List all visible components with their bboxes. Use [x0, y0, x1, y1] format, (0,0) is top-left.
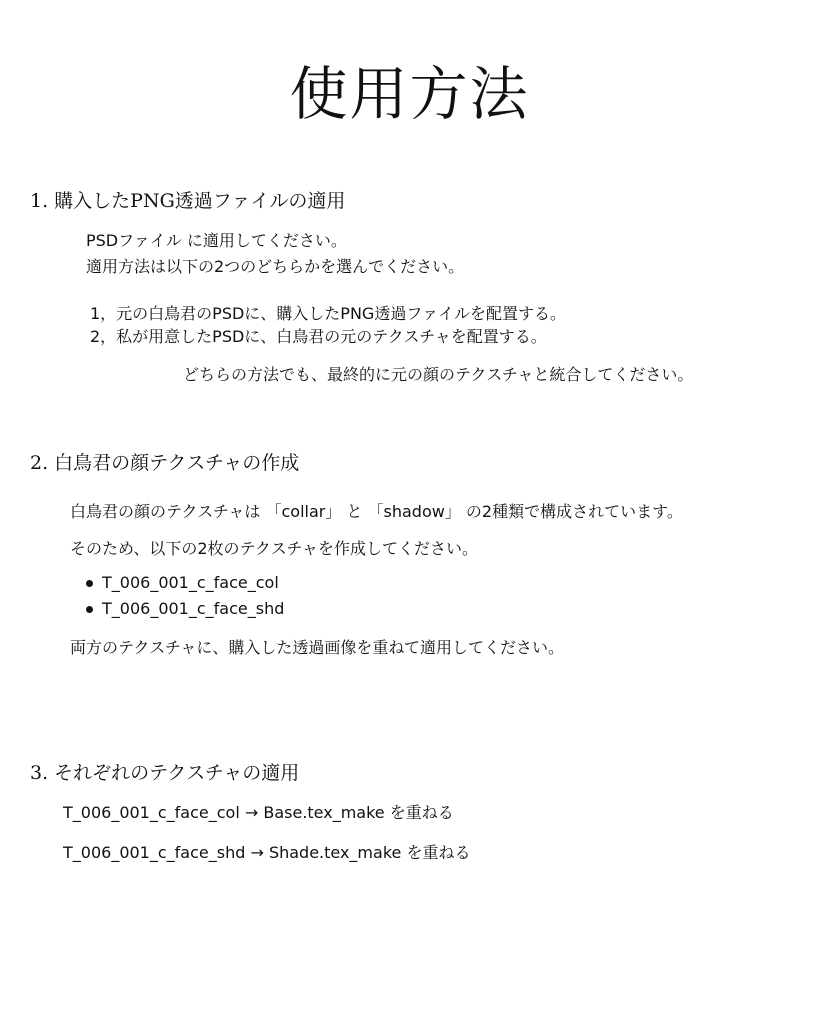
section-1-option-2: 2，私が用意したPSDに、白鳥君の元のテクスチャを配置する。	[90, 327, 547, 346]
list-item	[86, 570, 284, 596]
bullet-icon	[86, 580, 93, 587]
list-item	[86, 596, 284, 622]
section-1-option-1: 1，元の白鳥君のPSDに、購入したPNG透過ファイルを配置する。	[90, 304, 567, 323]
section-2-line-3: 両方のテクスチャに、購入した透過画像を重ねて適用してください。	[70, 638, 565, 657]
bullet-icon	[86, 606, 93, 613]
texture-name: T_006_001_c_face_shd	[102, 599, 285, 618]
section-3-heading: 3. それぞれのテクスチャの適用	[30, 762, 300, 784]
section-2-line-1: 白鳥君の顔のテクスチャは 「collar」 と 「shadow」 の2種類で構成されています。	[70, 502, 683, 521]
page-title: 使用方法	[289, 60, 530, 128]
section-1-line-1: PSDファイル に適用してください。	[86, 231, 347, 250]
section-3-line-1: T_006_001_c_face_col → Base.tex_make を重ねる	[63, 803, 454, 822]
texture-name: T_006_001_c_face_col	[102, 573, 279, 592]
section-3-line-2: T_006_001_c_face_shd → Shade.tex_make を重ねる	[63, 843, 471, 862]
section-1-heading: 1. 購入したPNG透過ファイルの適用	[30, 190, 346, 212]
section-1-line-2: 適用方法は以下の2つのどちらかを選んでください。	[86, 257, 465, 276]
texture-list	[86, 570, 284, 622]
section-2-line-2: そのため、以下の2枚のテクスチャを作成してください。	[70, 539, 478, 558]
section-1-note: どちらの方法でも、最終的に元の顔のテクスチャと統合してください。	[183, 365, 694, 384]
section-2-heading: 2. 白鳥君の顔テクスチャの作成	[30, 452, 300, 474]
